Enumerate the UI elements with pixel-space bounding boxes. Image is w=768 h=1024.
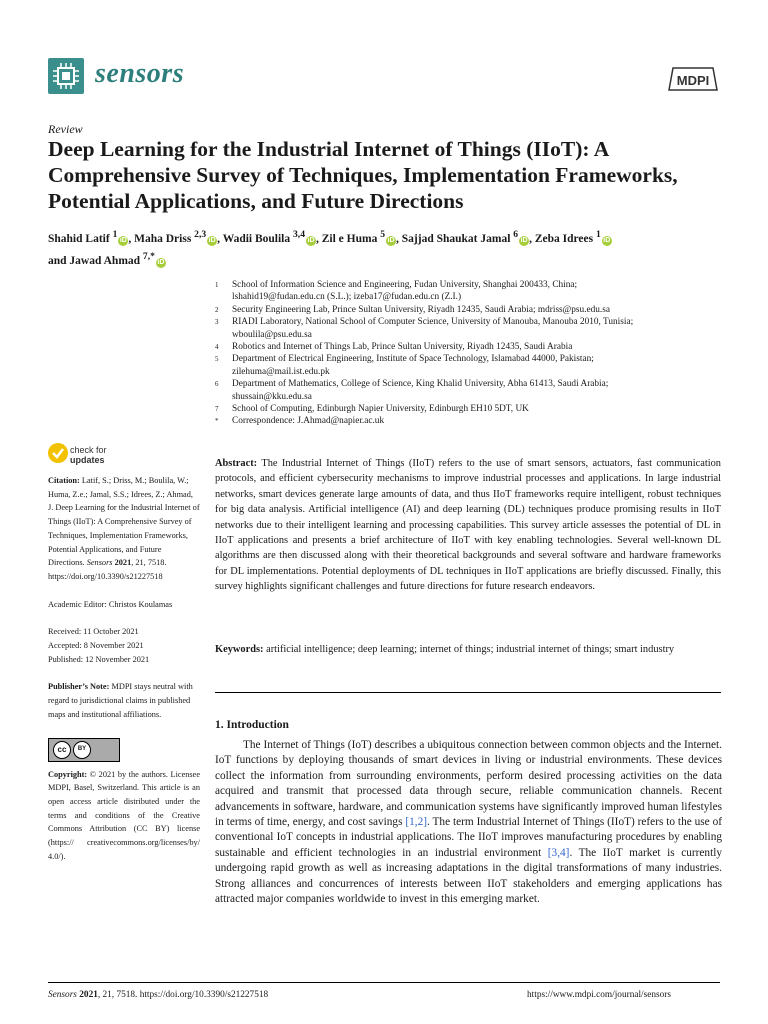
orcid-icon[interactable]: iD [520, 236, 528, 244]
article-type: Review [48, 122, 83, 136]
correspondence: * Correspondence: J.Ahmad@napier.ac.uk [215, 416, 385, 427]
affiliation-3: 3 RIADI Laboratory, National School of Computer Science, University of Manouba, Manouba 2010, Tunisia; wboulila@psu.edu.sa [215, 317, 634, 340]
abstract: Abstract: The Industrial Internet of Things (IIoT) refers to the use of smart sensors, actuators, fast communication protocols, and efficient cybersecurity mechanisms to improve industrial processes and applications. In large industrial networks, smart devices generate large amounts of data, and thus IIoT frameworks require intelligent, robust techniques for big data analysis. Artificial intelligence (AI) and deep learning (DL) techniques produce promising results in IIoT networks due to their intelligent learning and processing capabilities. This survey article assesses the potential of DL in IIoT applications and presents a brief architecture of IIoT with key enabling technologies. Several well-known DL algorithms are then discussed along with their theoretical backgrounds and several software and hardware frameworks for DL implementations. Potential deployments of DL techniques in IIoT applications are briefly discussed. Finally, this survey highlights significant challenges and future directions for future research endeavors. [215, 458, 721, 593]
footer-citation: Sensors 2021, 21, 7518. https://doi.org/10.3390/s21227518 [48, 990, 269, 1000]
affiliations [215, 279, 730, 428]
check-updates-icon[interactable] [48, 443, 68, 463]
orcid-icon[interactable]: iD [157, 258, 165, 266]
author-list: Shahid Latif $^1$iD , Maha Driss $^{2,3}$iD , Wadii Boulila $^{3,4}$iD , Zil e Huma $^5$iD , Sajjad Shaukat Jamal $^6$iD , Zeba Idrees $^1$iD and Jawad Ahmad $^{7,*}$iD [48, 229, 611, 267]
author[interactable]: Jawad Ahmad $^{7,*}$iD [69, 250, 165, 267]
citation: Citation: Latif, S.; Driss, M.; Boulila, W.; Huma, Z.e.; Jamal, S.S.; Idrees, Z.; Ahmad, J. Deep Learning for the Industrial Internet of Things (IIoT): A Comprehensive Survey of Techniques, Implementation Frameworks, Potential Applications, and Future Directions. Sensors 2021, 21, 7518. https://doi.org/10.3390/s21227518 [48, 476, 200, 581]
check-updates-link[interactable]: check for updates [70, 445, 107, 465]
intro-paragraph: The Internet of Things (IoT) describes a ubiquitous connection between common objects and the Internet. IoT functions by deploying thousands of smart devices in living or industrial environments. These devices collect the information from surrounding environments, perform desired processing activities on the data acquired and transmit that processed data through secure, reliable communication channels. Recent advancements in software, hardware, and communication systems have significantly improved human lifestyles in terms of time, energy, and cost savings [1,2]. The term Industrial Internet of Things (IIoT) refers to the use of conventional IoT concepts in industrial applications. The IIoT improves manufacturing procedures by enabling sustainable and efficient technologies in an industrial environment [3,4]. The IIoT market is currently undergoing rapid growth as well as increasing adaptations in the digital transformations of many industries. Strong alliances and concurrences of interests between IIoT stakeholders and emerging applications has attracted major companies worldwide to invest in this emerging market. [215, 739, 722, 906]
orcid-icon[interactable]: iD [307, 236, 315, 244]
orcid-icon[interactable]: iD [119, 236, 127, 244]
affiliation-2: 2 Security Engineering Lab, Prince Sultan University, Riyadh 12435, Saudi Arabia; mdriss@psu.edu.sa [215, 304, 610, 315]
received-date: Received: 11 October 2021 [48, 627, 139, 637]
orcid-icon[interactable]: iD [387, 236, 395, 244]
author[interactable]: Zeba Idrees $^1$iD [534, 229, 611, 245]
cc-by-license-icon[interactable]: cc BY [48, 738, 120, 762]
published-date: Published: 12 November 2021 [48, 654, 150, 664]
affiliation-7: 7 School of Computing, Edinburgh Napier University, Edinburgh EH10 5DT, UK [215, 404, 529, 415]
keywords: Keywords: artificial intelligence; deep learning; internet of things; industrial internet of things; smart industry [215, 644, 675, 655]
affiliation-1: 1 School of Information Science and Engineering, Fudan University, Shanghai 200433, China; lshahid19@fudan.edu.cn (S.L.); izeba17@fudan.edu.cn (Z.I.) [215, 280, 578, 303]
journal-name: sensors [95, 58, 185, 89]
copyright: Copyright: © 2021 by the authors. Licensee MDPI, Basel, Switzerland. This article is an open access article distributed under the terms and conditions of the Creative Commons Attribution (CC BY) license (https:// creativecommons.org/licenses/by/ 4.0/). [48, 769, 201, 861]
journal-logo-icon [48, 58, 84, 94]
section-heading: 1. Introduction [215, 719, 289, 731]
footer-journal-url[interactable]: https://www.mdpi.com/journal/sensors [527, 990, 672, 1000]
accepted-date: Accepted: 8 November 2021 [48, 641, 144, 651]
affiliation-5: 5 Department of Electrical Engineering, Institute of Space Technology, Islamabad 44000, Pakistan; zilehuma@mail.ist.edu.pk [215, 354, 594, 377]
author[interactable]: Shahid Latif $^1$iD [48, 229, 127, 245]
citation-link[interactable]: [3,4] [547, 846, 570, 859]
section-divider [215, 692, 721, 693]
by-icon: BY [73, 741, 91, 759]
citation-link[interactable]: [1,2] [405, 816, 428, 829]
article-title: Deep Learning for the Industrial Internet of Things (IIoT): A Comprehensive Survey of Techniques, Implementation Frameworks, Potential Applications, and Future Directions [48, 137, 678, 213]
author[interactable]: Maha Driss $^{2,3}$iD [134, 229, 216, 245]
sidebar [48, 474, 200, 863]
orcid-icon[interactable]: iD [208, 236, 216, 244]
affiliation-6: 6 Department of Mathematics, College of Science, King Khalid University, Abha 61413, Saudi Arabia; shussain@kku.edu.sa [215, 379, 609, 402]
mdpi-logo-text: MDPI [676, 73, 710, 88]
orcid-icon[interactable]: iD [603, 236, 611, 244]
author[interactable]: Wadii Boulila $^{3,4}$iD [222, 229, 315, 245]
mdpi-logo-icon [667, 64, 719, 94]
author[interactable]: Sajjad Shaukat Jamal $^6$iD [401, 229, 528, 245]
academic-editor: Academic Editor: Christos Koulamas [48, 599, 173, 609]
footer-divider [48, 982, 720, 983]
author[interactable]: Zil e Huma $^5$iD [321, 229, 395, 245]
publisher-note: Publisher’s Note: MDPI stays neutral with regard to jurisdictional claims in published maps and institutional affiliations. [48, 682, 193, 719]
affiliation-4: 4 Robotics and Internet of Things Lab, Prince Sultan University, Riyadh 12435, Saudi Arabia [215, 342, 573, 353]
